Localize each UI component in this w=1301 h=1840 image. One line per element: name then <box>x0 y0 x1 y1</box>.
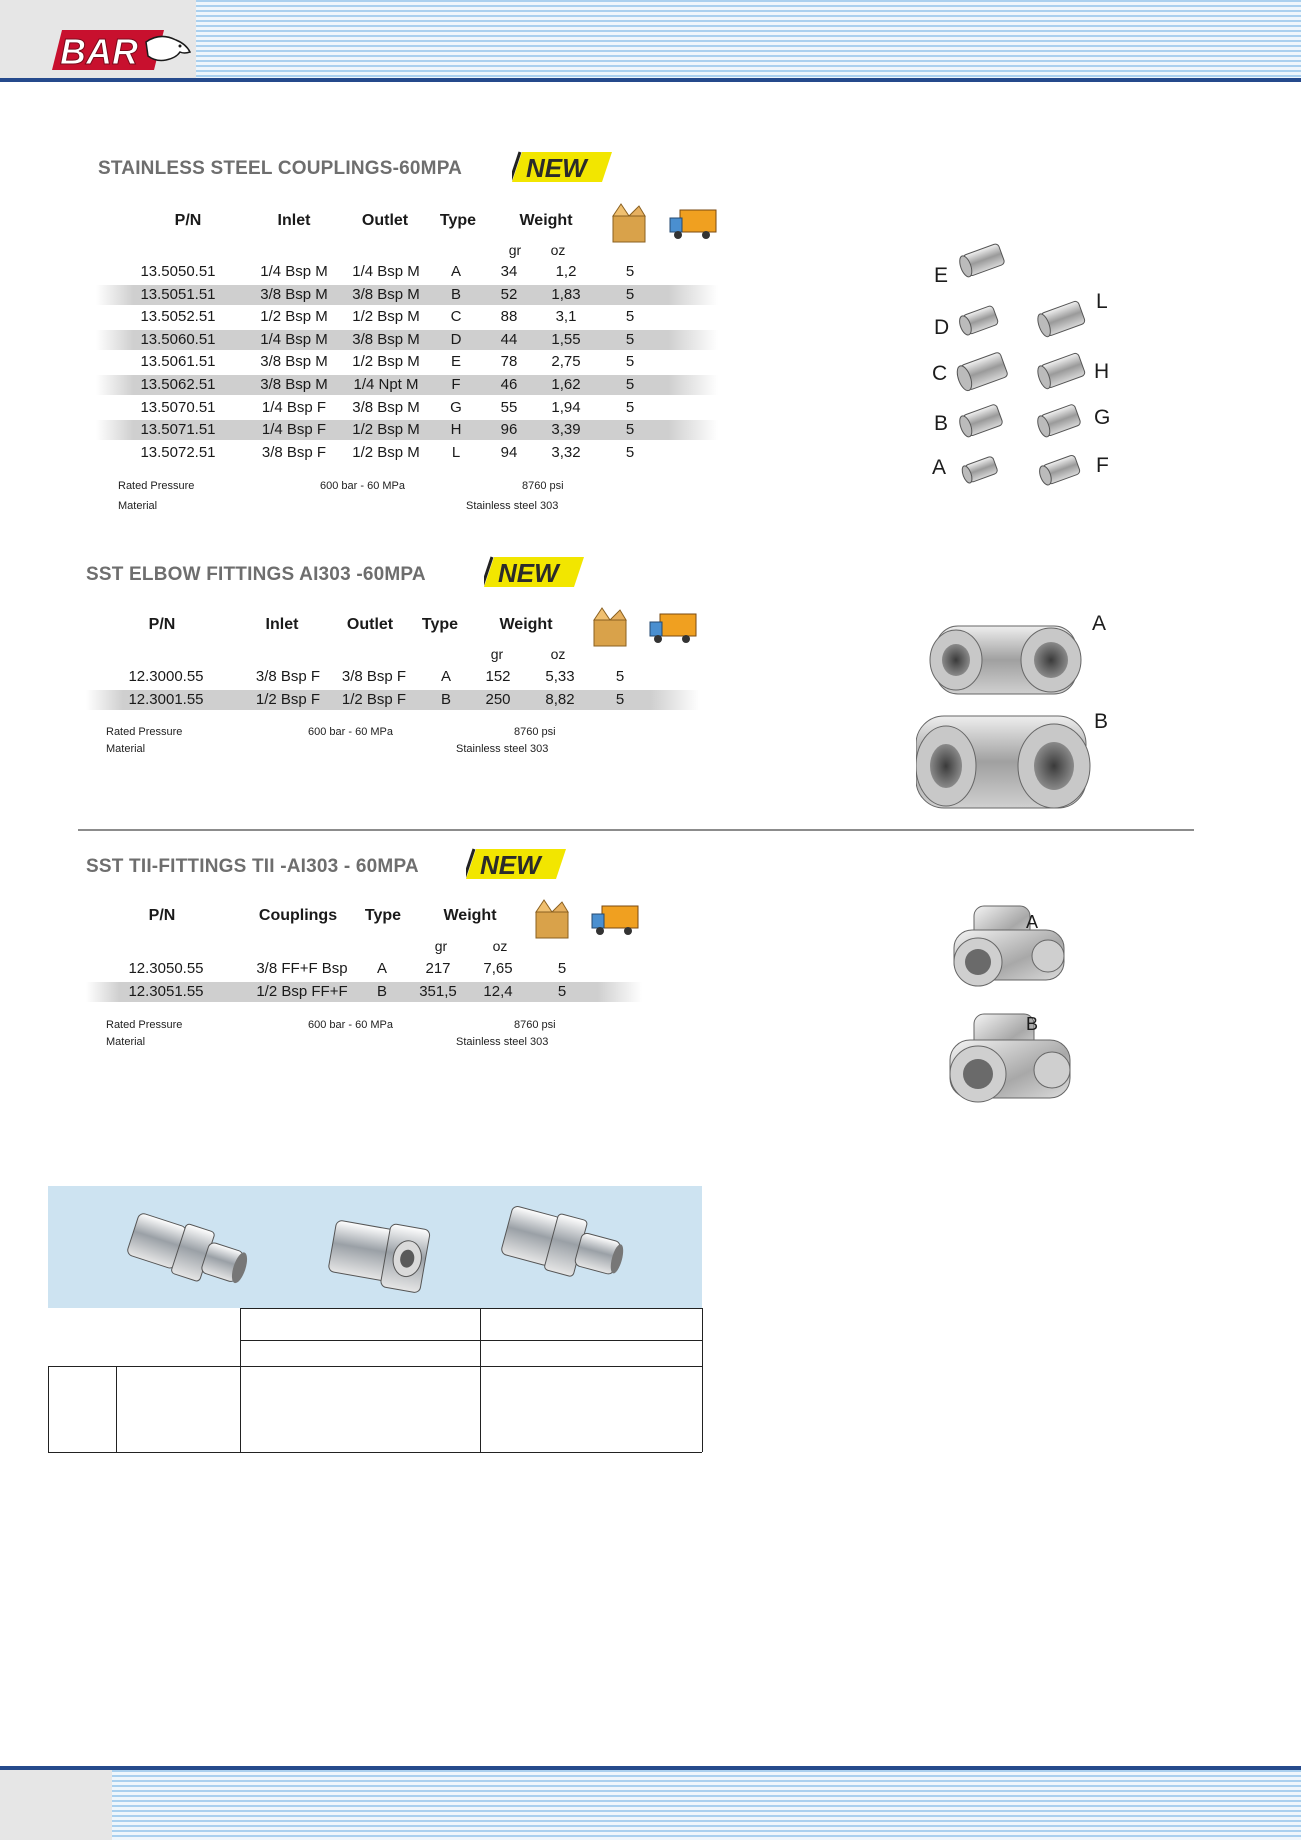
col-couplings: Couplings <box>258 907 338 924</box>
table-row <box>86 667 700 687</box>
cell-gr: 88 <box>500 308 518 326</box>
col-type: Type <box>364 907 402 924</box>
cell-gr: 94 <box>500 443 518 461</box>
part-label-e: E <box>934 264 949 287</box>
cell-pn: 13.5052.51 <box>140 308 216 326</box>
cell-oz: 5,33 <box>545 668 575 685</box>
new-badge <box>466 847 566 881</box>
cell-outlet: 1/4 Bsp M <box>352 263 420 280</box>
cell-inlet: 1/2 Bsp M <box>260 308 328 326</box>
cell-gr: 44 <box>500 330 518 348</box>
cell-qty: 5 <box>615 668 625 685</box>
rated-pressure-metric: 600 bar - 60 MPa <box>320 480 405 492</box>
grid-line <box>48 1452 702 1453</box>
cell-pn: 12.3000.55 <box>128 668 204 685</box>
cell-oz: 12,4 <box>483 983 513 1000</box>
cell-type: C <box>450 308 462 326</box>
table-row <box>86 690 700 710</box>
part-label-l: L <box>1096 290 1108 313</box>
section-title-couplings: STAINLESS STEEL COUPLINGS-60MPA <box>98 158 463 179</box>
cell-gr: 55 <box>500 398 518 416</box>
table-row <box>96 443 718 463</box>
footer-page-area <box>0 1770 112 1840</box>
cell-outlet: 1/2 Bsp M <box>352 421 420 439</box>
cell-type: F <box>451 376 461 393</box>
cell-outlet: 1/4 Npt M <box>353 376 419 393</box>
footer-stripes <box>112 1770 1301 1840</box>
cell-type: D <box>450 330 462 348</box>
rated-pressure-metric: 600 bar - 60 MPa <box>308 1019 393 1031</box>
cell-qty: 5 <box>625 308 635 326</box>
grid-line <box>480 1308 481 1452</box>
cell-qty: 5 <box>625 443 635 461</box>
cell-oz: 1,94 <box>551 398 581 416</box>
cell-pn: 12.3050.55 <box>128 960 204 977</box>
cell-qty: 5 <box>625 421 635 439</box>
table-row <box>96 307 718 327</box>
cell-type: G <box>450 398 462 416</box>
cell-type: A <box>376 960 387 977</box>
cell-inlet: 3/8 Bsp F <box>261 443 327 461</box>
cell-gr: 250 <box>485 691 511 708</box>
cell-type: A <box>450 263 461 280</box>
part-label-g: G <box>1094 406 1111 429</box>
col-outlet: Outlet <box>346 616 394 633</box>
cell-oz: 1,2 <box>555 263 577 280</box>
cell-pn: 13.5070.51 <box>140 398 216 416</box>
col-weight: Weight <box>443 907 497 924</box>
cell-pn: 13.5062.51 <box>140 376 216 393</box>
col-pn: P/N <box>148 616 176 633</box>
col-pn: P/N <box>148 907 176 924</box>
col-type: Type <box>439 212 477 229</box>
box-icon <box>609 202 649 246</box>
rated-pressure-psi: 8760 psi <box>522 480 564 492</box>
part-label-a: A <box>1092 612 1107 635</box>
cell-qty: 5 <box>557 983 567 1000</box>
cell-oz: 1,83 <box>551 285 581 303</box>
cell-outlet: 1/2 Bsp M <box>352 353 420 371</box>
cell-qty: 5 <box>625 330 635 348</box>
tee-fittings-image <box>944 900 1084 1116</box>
section-divider <box>78 829 1194 831</box>
material-label: Material <box>118 500 158 512</box>
truck-icon <box>648 610 698 646</box>
col-weight: Weight <box>519 212 573 229</box>
cell-outlet: 3/8 Bsp M <box>352 330 420 348</box>
cell-oz: 3,1 <box>555 308 577 326</box>
cell-oz: 1,55 <box>551 330 581 348</box>
cell-type: B <box>440 691 451 708</box>
cell-type: E <box>450 353 461 371</box>
new-badge-text: NEW <box>498 558 559 588</box>
rated-pressure-psi: 8760 psi <box>514 1019 556 1031</box>
col-oz: oz <box>550 242 566 258</box>
cell-pn: 12.3051.55 <box>128 983 204 1000</box>
cell-type: H <box>450 421 462 439</box>
cell-oz: 3,32 <box>551 443 581 461</box>
cell-oz: 7,65 <box>483 960 513 977</box>
cell-qty: 5 <box>625 353 635 371</box>
cell-couplings: 3/8 FF+F Bsp <box>256 960 348 977</box>
cell-type: B <box>450 285 461 303</box>
rated-pressure-label: Rated Pressure <box>118 480 195 492</box>
cell-inlet: 1/4 Bsp F <box>261 421 327 439</box>
table-row <box>86 959 642 979</box>
cell-pn: 13.5071.51 <box>140 421 216 439</box>
rated-pressure-label: Rated Pressure <box>106 1019 183 1031</box>
bar-logo[interactable] <box>46 22 196 80</box>
table-row <box>96 352 718 372</box>
cell-gr: 217 <box>425 960 451 977</box>
new-badge <box>512 150 612 184</box>
cell-qty: 5 <box>625 263 635 280</box>
col-oz: oz <box>550 646 566 662</box>
col-inlet: Inlet <box>265 616 299 633</box>
elbow-fittings-image <box>916 606 1116 818</box>
adapter-female-image <box>326 1204 436 1300</box>
cell-gr: 152 <box>485 668 511 685</box>
col-oz: oz <box>492 938 508 954</box>
logo-text: BAR <box>60 31 138 72</box>
material-label: Material <box>106 743 146 755</box>
grid-line <box>48 1366 49 1452</box>
box-icon <box>590 606 630 650</box>
polar-bear-icon <box>146 36 190 60</box>
table-row <box>96 375 718 395</box>
grid-line <box>240 1308 702 1309</box>
cell-gr: 46 <box>500 376 518 393</box>
cell-couplings: 1/2 Bsp FF+F <box>256 983 348 1000</box>
cell-outlet: 3/8 Bsp F <box>341 668 407 685</box>
new-badge-text: NEW <box>480 850 541 880</box>
material-value: Stainless steel 303 <box>456 1036 549 1048</box>
adapter-male-image <box>126 1204 256 1300</box>
material-label: Material <box>106 1036 146 1048</box>
box-icon <box>532 898 572 942</box>
material-value: Stainless steel 303 <box>466 500 559 512</box>
cell-pn: 13.5061.51 <box>140 353 216 371</box>
table-row <box>96 262 718 282</box>
section-title-elbow: SST ELBOW FITTINGS AI303 -60MPA <box>86 564 426 585</box>
col-pn: P/N <box>174 212 202 229</box>
cell-inlet: 3/8 Bsp M <box>260 353 328 371</box>
grid-line <box>48 1366 702 1367</box>
cell-outlet: 3/8 Bsp M <box>352 285 420 303</box>
col-outlet: Outlet <box>361 212 409 229</box>
cell-inlet: 1/4 Bsp M <box>260 330 328 348</box>
cell-oz: 1,62 <box>551 376 581 393</box>
part-label-a: A <box>932 456 947 479</box>
table-row <box>96 420 718 440</box>
grid-line <box>702 1308 703 1452</box>
cell-inlet: 1/4 Bsp F <box>261 398 327 416</box>
part-label-c: C <box>932 362 948 385</box>
cell-oz: 2,75 <box>551 353 581 371</box>
material-value: Stainless steel 303 <box>456 743 549 755</box>
truck-icon <box>668 206 718 242</box>
table-row <box>86 982 642 1002</box>
cell-outlet: 1/2 Bsp M <box>352 443 420 461</box>
col-inlet: Inlet <box>277 212 311 229</box>
cell-qty: 5 <box>615 691 625 708</box>
col-gr: gr <box>490 646 504 662</box>
grid-line <box>240 1308 241 1452</box>
part-label-h: H <box>1094 360 1110 383</box>
cell-oz: 8,82 <box>545 691 575 708</box>
cell-gr: 34 <box>500 263 518 280</box>
cell-outlet: 1/2 Bsp M <box>352 308 420 326</box>
cell-pn: 13.5072.51 <box>140 443 216 461</box>
part-label-f: F <box>1096 454 1109 477</box>
cell-gr: 351,5 <box>419 983 457 1000</box>
table-row <box>96 398 718 418</box>
section-title-tee: SST TII-FITTINGS TII -AI303 - 60MPA <box>86 856 419 877</box>
grid-line <box>116 1366 117 1452</box>
cell-type: A <box>440 668 451 685</box>
cell-pn: 13.5050.51 <box>140 263 216 280</box>
header-stripes <box>196 0 1301 80</box>
cell-type: L <box>451 443 461 461</box>
cell-outlet: 3/8 Bsp M <box>352 398 420 416</box>
table-row <box>96 285 718 305</box>
cell-qty: 5 <box>625 398 635 416</box>
cell-pn: 12.3001.55 <box>128 691 204 708</box>
cell-gr: 78 <box>500 353 518 371</box>
cell-qty: 5 <box>625 376 635 393</box>
part-label-b: B <box>1094 710 1109 733</box>
rated-pressure-metric: 600 bar - 60 MPa <box>308 726 393 738</box>
col-weight: Weight <box>499 616 553 633</box>
col-gr: gr <box>434 938 448 954</box>
cell-inlet: 3/8 Bsp M <box>260 376 328 393</box>
rated-pressure-psi: 8760 psi <box>514 726 556 738</box>
col-gr: gr <box>508 242 522 258</box>
rated-pressure-label: Rated Pressure <box>106 726 183 738</box>
cell-inlet: 1/2 Bsp F <box>255 691 321 708</box>
cell-oz: 3,39 <box>551 421 581 439</box>
part-label-d: D <box>934 316 950 339</box>
cell-pn: 13.5060.51 <box>140 330 216 348</box>
grid-line <box>240 1340 702 1341</box>
part-label-a: A <box>1026 912 1039 932</box>
cell-inlet: 1/4 Bsp M <box>260 263 328 280</box>
new-badge <box>484 555 584 589</box>
new-badge-text: NEW <box>526 153 587 183</box>
cell-pn: 13.5051.51 <box>140 285 216 303</box>
table-row <box>96 330 718 350</box>
cell-type: B <box>376 983 387 1000</box>
truck-icon <box>590 902 640 938</box>
cell-inlet: 3/8 Bsp F <box>255 668 321 685</box>
cell-qty: 5 <box>557 960 567 977</box>
adapter-hex-nipple-image <box>500 1198 630 1298</box>
cell-gr: 96 <box>500 421 518 439</box>
col-type: Type <box>421 616 459 633</box>
cell-gr: 52 <box>500 285 518 303</box>
cell-inlet: 3/8 Bsp M <box>260 285 328 303</box>
part-label-b: B <box>934 412 949 435</box>
cell-qty: 5 <box>625 285 635 303</box>
part-label-b: B <box>1026 1014 1039 1034</box>
cell-outlet: 1/2 Bsp F <box>341 691 407 708</box>
